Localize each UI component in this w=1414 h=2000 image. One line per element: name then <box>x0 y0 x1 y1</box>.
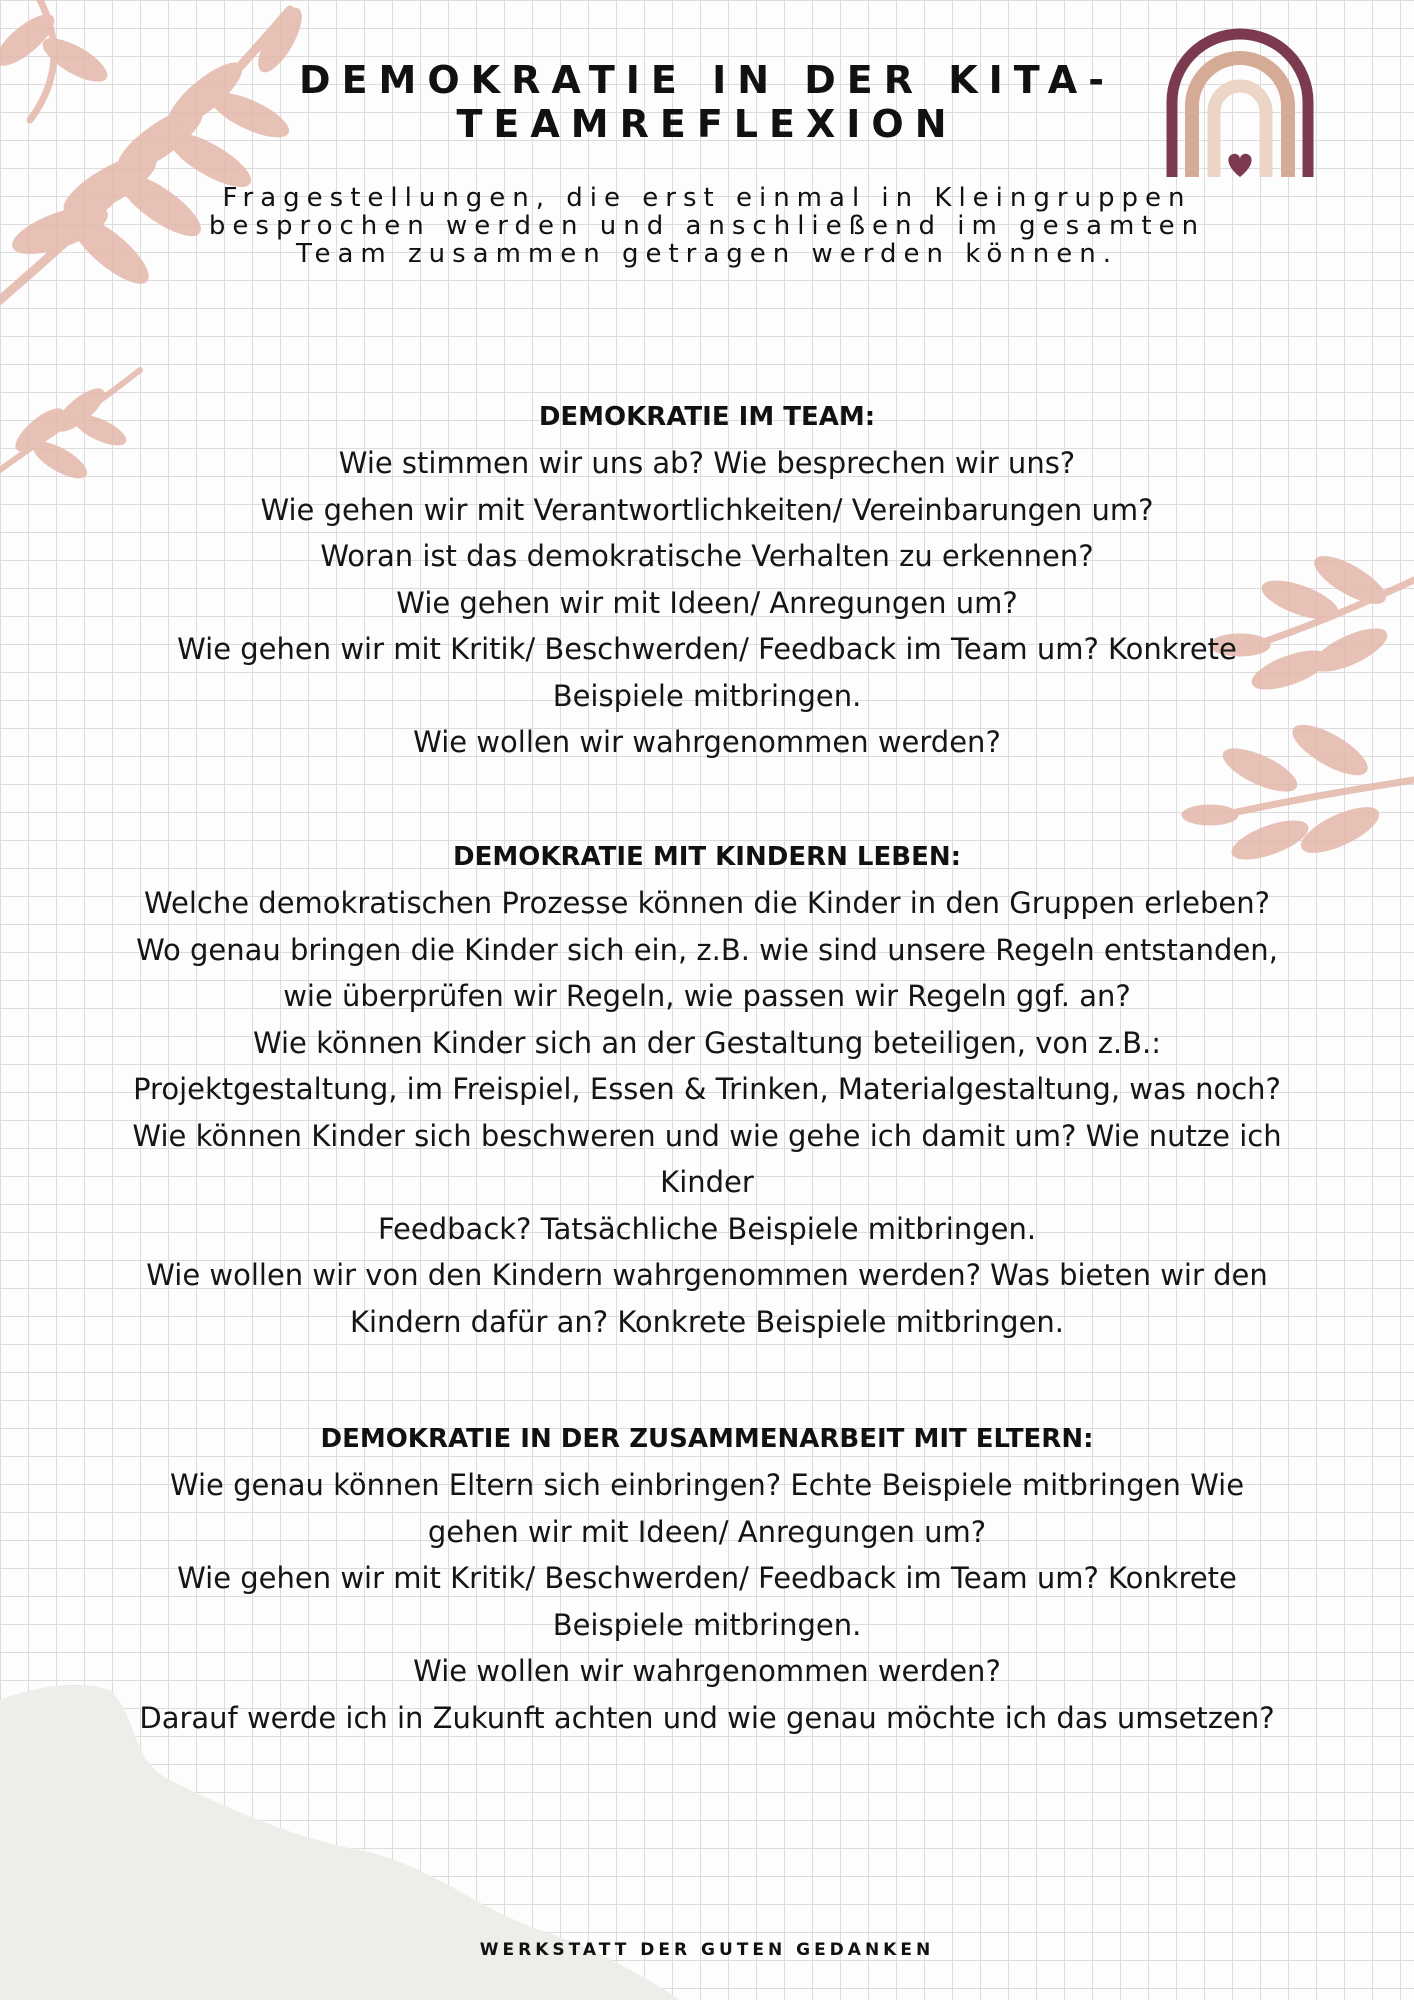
section-line: Kindern dafür an? Konkrete Beispiele mitbringen. <box>349 1304 1065 1339</box>
section-line: Wie wollen wir von den Kindern wahrgenommen werden? Was bieten wir den <box>146 1258 1268 1292</box>
section-line: gehen wir mit Ideen/ Anregungen um? <box>427 1514 987 1549</box>
section-heading: DEMOKRATIE IM TEAM: <box>538 402 876 432</box>
section-line: Wie gehen wir mit Verantwortlichkeiten/ Vereinbarungen um? <box>260 492 1154 527</box>
section-line: Wie können Kinder sich beschweren und wie gehe ich damit um? Wie nutze ich <box>132 1118 1282 1153</box>
title-line-1: DEMOKRATIE IN DER KITA- <box>299 58 1115 102</box>
section-line: Beispiele mitbringen. <box>552 678 862 713</box>
heart-icon <box>1228 154 1251 177</box>
section-heading: DEMOKRATIE IN DER ZUSAMMENARBEIT MIT ELTERN: <box>320 1424 1094 1454</box>
section-line: Wie wollen wir wahrgenommen werden? <box>413 1654 1001 1688</box>
section-line: Wie gehen wir mit Kritik/ Beschwerden/ Feedback im Team um? Konkrete <box>177 632 1237 666</box>
section-eltern <box>60 1422 1354 1741</box>
section-line: Wie gehen wir mit Kritik/ Beschwerden/ Feedback im Team um? Konkrete <box>177 1561 1237 1595</box>
section-line: Welche demokratischen Prozesse können die Kinder in den Gruppen erleben? <box>144 886 1270 920</box>
section-line: Feedback? Tatsächliche Beispiele mitbringen. <box>377 1211 1037 1246</box>
section-line: Wie wollen wir wahrgenommen werden? <box>413 725 1001 759</box>
subtitle-line-1: Fragestellungen, die erst einmal in Kleingruppen <box>222 183 1192 213</box>
leaf-branch-icon <box>0 0 380 320</box>
section-line: Wie genau können Eltern sich einbringen? Echte Beispiele mitbringen Wie <box>169 1468 1245 1502</box>
subtitle-line-3: Team zusammen getragen werden können. <box>295 239 1118 269</box>
section-line: Darauf werde ich in Zukunft achten und wie genau möchte ich das umsetzen? <box>139 1700 1275 1735</box>
section-line: Woran ist das demokratische Verhalten zu erkennen? <box>320 539 1094 573</box>
page-subtitle <box>200 184 1214 268</box>
section-line: wie überprüfen wir Regeln, wie passen wir Regeln ggf. an? <box>283 979 1131 1013</box>
section-heading: DEMOKRATIE MIT KINDERN LEBEN: <box>453 842 961 872</box>
footer-brand: WERKSTATT DER GUTEN GEDANKEN <box>479 1940 935 1960</box>
section-line: Wo genau bringen die Kinder sich ein, z.B. wie sind unsere Regeln entstanden, <box>136 932 1278 967</box>
section-line: Projektgestaltung, im Freispiel, Essen & Trinken, Materialgestaltung, was noch? <box>133 1072 1281 1106</box>
title-line-2: TEAMREFLEXION <box>456 102 958 146</box>
section-line: Kinder <box>660 1165 754 1199</box>
subtitle-line-2: besprochen werden und anschließend im gesamten <box>208 211 1206 241</box>
section-team <box>60 400 1354 766</box>
section-line: Wie können Kinder sich an der Gestaltung beteiligen, von z.B.: <box>252 1025 1162 1060</box>
section-line: Wie stimmen wir uns ab? Wie besprechen wir uns? <box>338 446 1076 480</box>
section-line: Beispiele mitbringen. <box>552 1607 862 1642</box>
section-kinder <box>60 840 1354 1345</box>
section-line: Wie gehen wir mit Ideen/ Anregungen um? <box>396 585 1018 620</box>
page-title <box>0 58 1414 146</box>
